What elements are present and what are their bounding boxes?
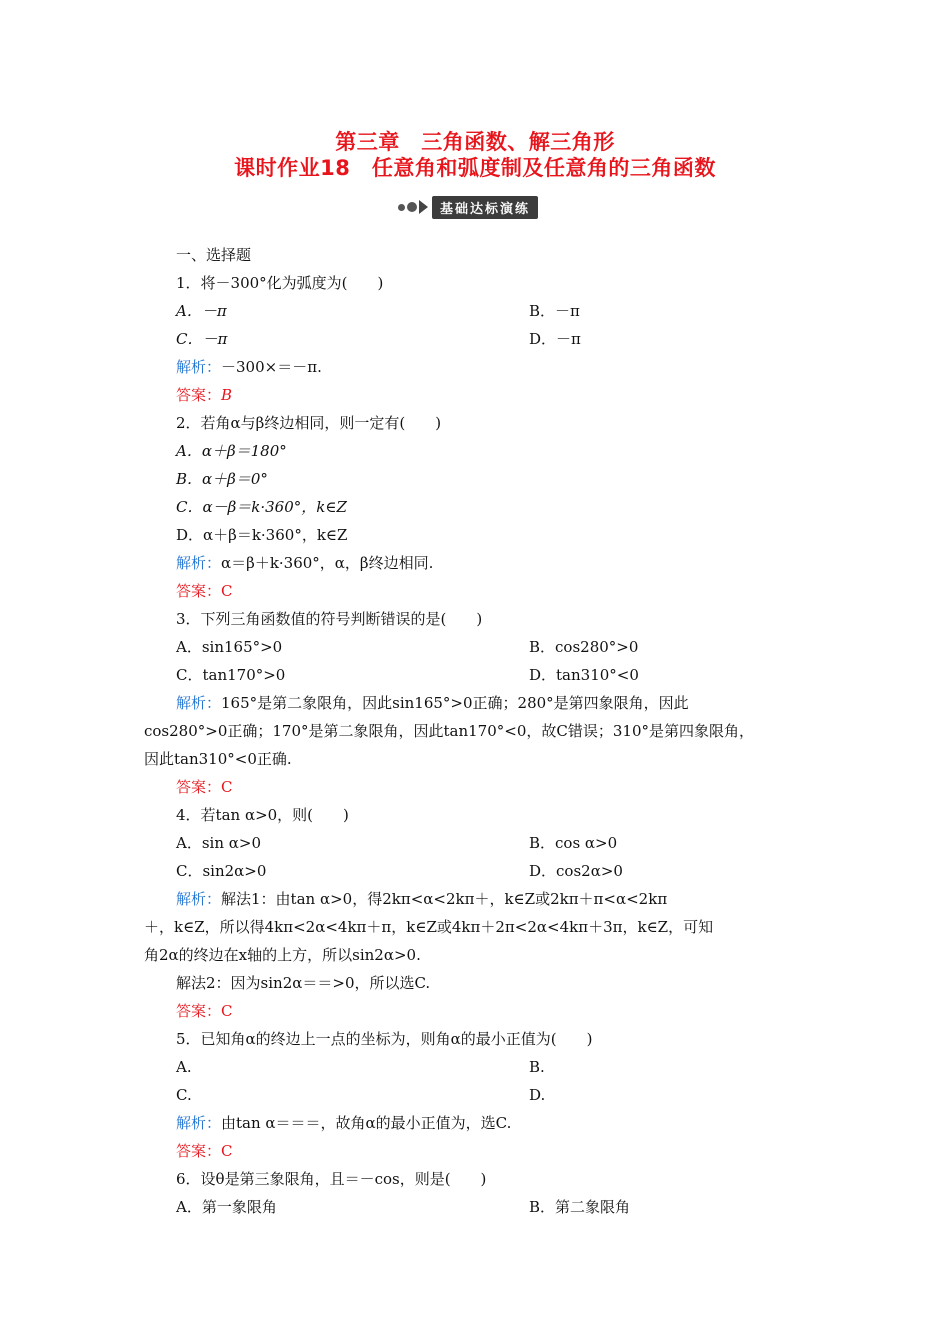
banner-label: 基础达标演练 [432,196,538,219]
q3-answer-value: C [221,778,233,796]
q1-analysis-text: －300×＝－π. [221,358,322,376]
q6-option-a: A．第一象限角 [176,1198,277,1216]
q1-stem: 1．将－300°化为弧度为( ) [176,274,384,292]
bullet-dots-icon [398,200,428,214]
q2-option-c: C．α－β＝k·360°，k∈Z [176,498,347,516]
q4-answer [176,1001,233,1021]
q5-option-c: C. [176,1086,192,1104]
q1-analysis [176,357,322,377]
q4-analysis-line-4: 解法2：因为sin2α＝＝>0，所以选C. [176,974,431,992]
q4-answer-label: 答案： [176,1002,222,1020]
q1-option-b: B．－π [529,302,580,320]
q4-analysis-label: 解析： [176,890,222,908]
q2-option-d: D．α＋β＝k·360°，k∈Z [176,526,348,544]
q2-analysis-text: α＝β＋k·360°，α，β终边相同. [221,554,434,572]
q4-option-c: C．sin2α>0 [176,862,267,880]
q2-option-a: A．α＋β＝180° [176,442,287,460]
q1-answer [176,385,232,405]
q4-option-d: D．cos2α>0 [529,862,623,880]
chapter-title: 第三章 三角函数、解三角形 [335,130,615,154]
q1-answer-label: 答案： [176,386,222,404]
q2-option-b: B．α＋β＝0° [176,470,268,488]
q1-analysis-label: 解析： [176,358,222,376]
q4-analysis-line-2: ＋，k∈Z，所以得4kπ<2α<4kπ＋π，k∈Z或4kπ＋2π<2α<4kπ＋3π，k∈Z，可知 [144,918,714,936]
q5-option-a: A. [176,1058,192,1076]
q5-option-d: D. [529,1086,546,1104]
q4-analysis-line-1 [176,889,667,909]
q3-option-b: B．cos280°>0 [529,638,639,656]
q3-answer-label: 答案： [176,778,222,796]
q3-option-a: A．sin165°>0 [176,638,283,656]
q3-option-d: D．tan310°<0 [529,666,639,684]
section-heading: 一、选择题 [176,246,252,264]
q3-analysis-label: 解析： [176,694,222,712]
q4-analysis-line-3: 角2α的终边在x轴的上方，所以sin2α>0. [144,946,421,964]
q6-stem: 6．设θ是第三象限角，且＝－cos，则是( ) [176,1170,487,1188]
q5-analysis-text: 由tan α＝＝＝，故角α的最小正值为，选C. [221,1114,512,1132]
section-banner [398,196,538,218]
q3-analysis-line-3: 因此tan310°<0正确. [144,750,292,768]
q1-option-d: D．－π [529,330,581,348]
q3-analysis-line-2: cos280°>0正确；170°是第二象限角，因此tan170°<0，故C错误；310°是第四象限角， [144,722,754,740]
q2-answer-label: 答案： [176,582,222,600]
lesson-title: 课时作业18 任意角和弧度制及任意角的三角函数 [234,156,716,180]
q3-analysis-text-1: 165°是第二象限角，因此sin165°>0正确；280°是第四象限角，因此 [221,694,689,712]
q4-option-a: A．sin α>0 [176,834,261,852]
q5-answer-value: C [221,1142,233,1160]
q5-analysis [176,1113,511,1133]
q3-option-c: C．tan170°>0 [176,666,286,684]
q3-answer [176,777,233,797]
q1-answer-value: B [221,386,233,404]
q2-analysis [176,553,433,573]
q4-answer-value: C [221,1002,233,1020]
q4-option-b: B．cos α>0 [529,834,618,852]
q5-answer-label: 答案： [176,1142,222,1160]
q4-stem: 4．若tan α>0，则( ) [176,806,349,824]
q2-answer [176,581,233,601]
q4-analysis-text-1: 解法1：由tan α>0，得2kπ<α<2kπ＋，k∈Z或2kπ＋π<α<2kπ [221,890,668,908]
q1-option-a: A．－π [176,302,227,320]
q3-stem: 3．下列三角函数值的符号判断错误的是( ) [176,610,483,628]
q1-option-c: C．－π [176,330,228,348]
q6-option-b: B．第二象限角 [529,1198,631,1216]
q5-option-b: B. [529,1058,545,1076]
q2-answer-value: C [221,582,233,600]
q5-answer [176,1141,233,1161]
q5-stem: 5．已知角α的终边上一点的坐标为，则角α的最小正值为( ) [176,1030,593,1048]
q3-analysis-line-1 [176,693,689,713]
q2-stem: 2．若角α与β终边相同，则一定有( ) [176,414,442,432]
q5-analysis-label: 解析： [176,1114,222,1132]
q2-analysis-label: 解析： [176,554,222,572]
